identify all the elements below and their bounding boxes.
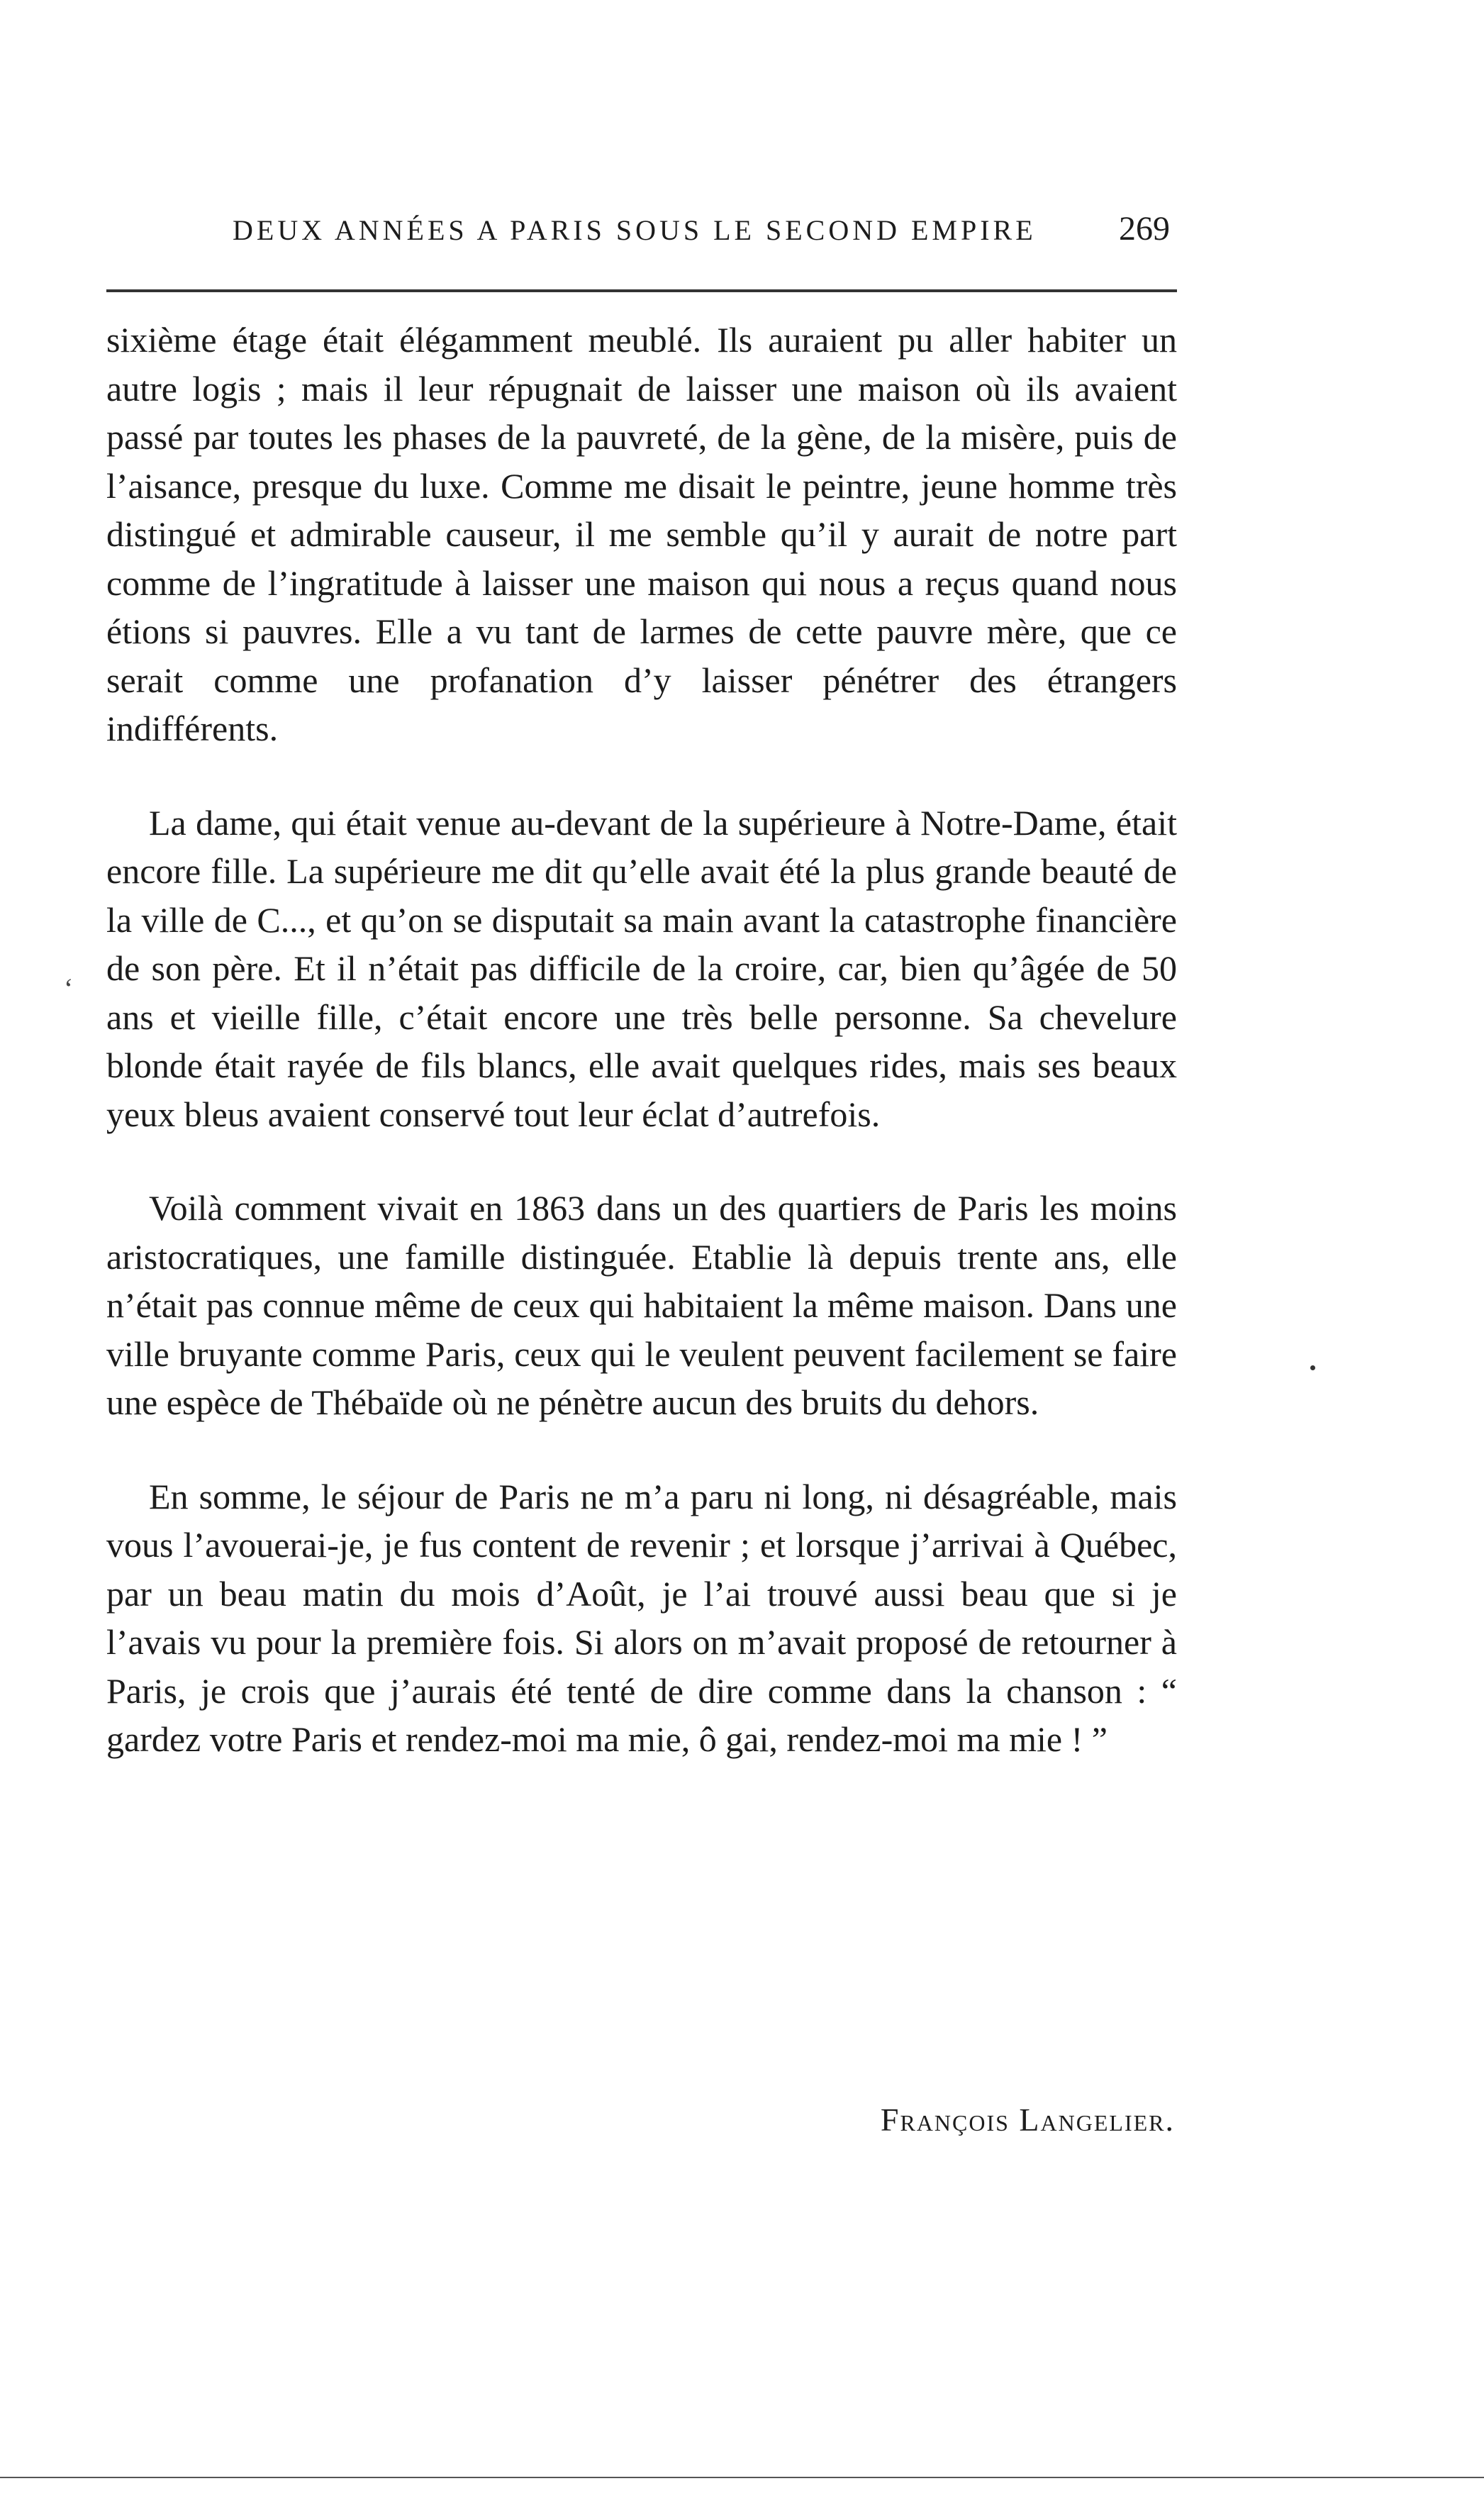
paragraph-family-life: Voilà comment vivait en 1863 dans un des quartiers de Paris les moins aristocratiques, une famille distinguée. Etablie là depuis trente ans, elle n’était pas connue même de ceux qui habitaient la même maison. Dans une ville bruyante comme Paris, ceux qui le veulent peuvent facilement se faire une espèce de Thébaïde où ne pénètre aucun des bruits du dehors.: [106, 1188, 1177, 1422]
paragraph-continuation: sixième étage était élégamment meublé. Ils auraient pu aller habiter un autre logis ; mais il leur répugnait de laisser une maison où ils avaient passé par toutes les phases de la pauvreté, de la gène, de la misère, puis de l’aisance, presque du luxe. Comme me disait le peintre, jeune homme très distingué et admirable causeur, il me semble qu’il y aurait de notre part comme de l’ingratitude à laisser une maison qui nous a reçus quand nous étions si pauvres. Elle a vu tant de larmes de cette pauvre mère, que ce serait comme une profanation d’y laisser pénétrer des étrangers indifférents.: [106, 320, 1177, 748]
paragraph-notre-dame: La dame, qui était venue au-devant de la supérieure à Notre-Dame, était encore fille. La supérieure me dit qu’elle avait été la plus grande beauté de la ville de C..., et qu’on se disputait sa main avant la catastrophe financière de son père. Et il n’était pas difficile de la croire, car, bien qu’âgée de 50 ans et vieille fille, c’était encore une très belle personne. Sa chevelure blonde était rayée de fils blancs, elle avait quelques rides, mais ses beaux yeux bleus avaient conservé tout leur éclat d’autrefois.: [106, 802, 1177, 1134]
paragraph-return-quebec: En somme, le séjour de Paris ne m’a paru ni long, ni désagréable, mais vous l’avouerai-je, je fus content de revenir ; et lorsque j’arrivai à Québec, par un beau matin du mois d’Août, je l’ai trouvé aussi beau que si je l’avais vu pour la première fois. Si alors on m’avait proposé de retourner à Paris, je crois que j’aurais été tenté de dire comme dans la chanson : “ gardez votre Paris et rendez-moi ma mie, ô gai, rendez-moi ma mie ! ”: [106, 1476, 1177, 1759]
running-header: [106, 209, 1177, 266]
author-signature: [881, 2101, 1175, 2138]
running-title: DEUX ANNÉES A PARIS SOUS LE SECOND EMPIRE: [233, 214, 1037, 246]
header-rule: [106, 289, 1177, 292]
page-bottom-edge: [0, 2477, 1484, 2478]
page-number: 269: [1119, 210, 1170, 248]
margin-dot-mark: [1310, 1365, 1315, 1370]
margin-pencil-mark: ‘: [64, 972, 74, 1004]
body-text: [106, 316, 1177, 1764]
signature-text: François Langelier.: [880, 2102, 1175, 2138]
